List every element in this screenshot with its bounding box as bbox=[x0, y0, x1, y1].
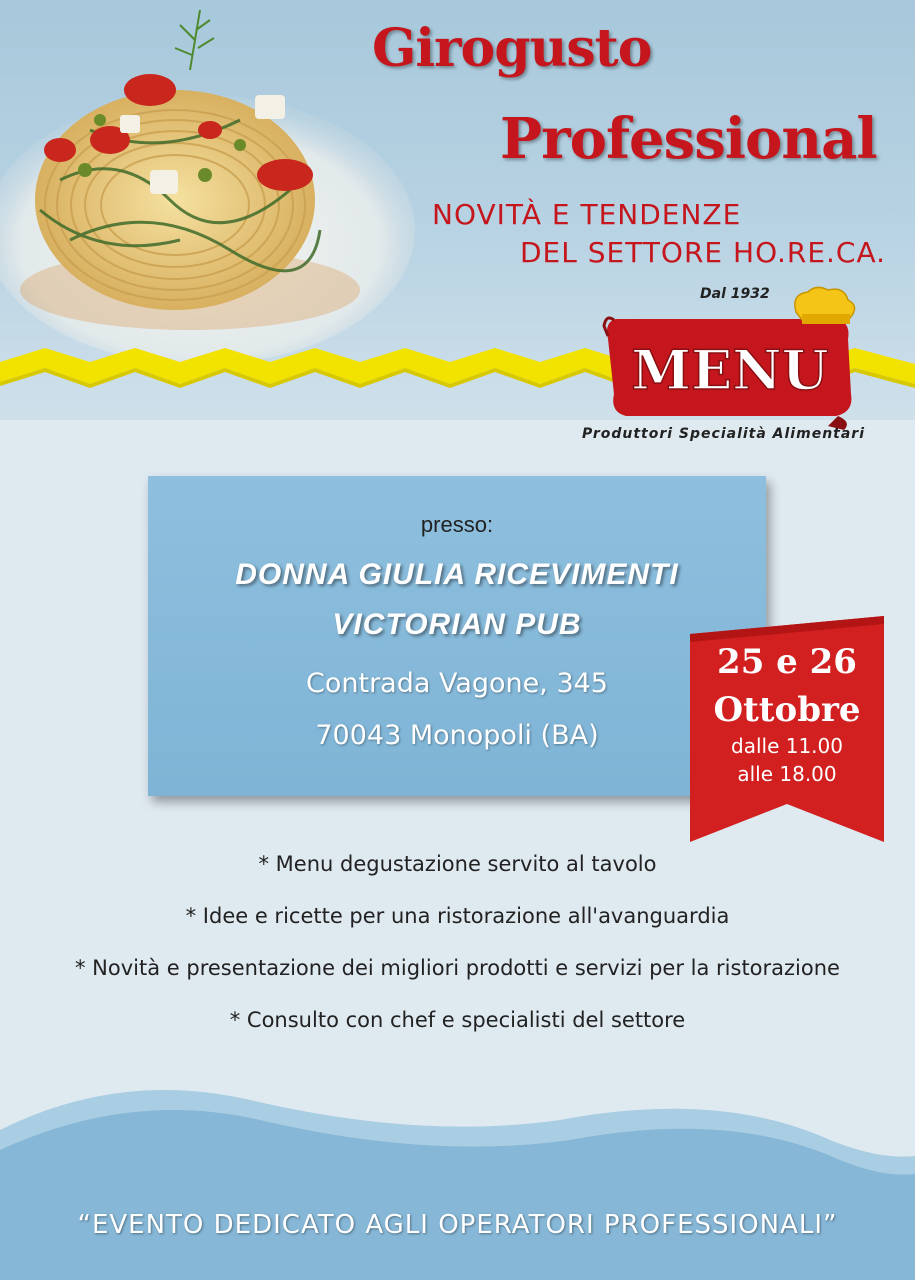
logo-brand-text: MENU bbox=[631, 338, 829, 402]
logo-since: Dal 1932 bbox=[700, 286, 770, 302]
feature-item: * Idee e ricette per una ristorazione all'avanguardia bbox=[185, 904, 730, 928]
event-time-from: dalle 11.00 bbox=[731, 734, 843, 758]
menu-brand-logo bbox=[596, 284, 886, 444]
logo-tagline: Produttori Specialità Alimentari bbox=[582, 426, 866, 442]
feature-item: * Menu degustazione servito al tavolo bbox=[258, 852, 657, 876]
venue-label: presso: bbox=[420, 512, 494, 537]
venue-address-line2: 70043 Monopoli (BA) bbox=[315, 720, 599, 751]
venue-box bbox=[148, 476, 766, 796]
event-title-line2: Professional bbox=[500, 106, 877, 172]
venue-address-line1: Contrada Vagone, 345 bbox=[306, 668, 608, 699]
event-subtitle-line1: NOVITÀ E TENDENZE bbox=[432, 198, 742, 231]
event-title-line1: Girogusto bbox=[372, 18, 652, 79]
footer-wave bbox=[0, 1060, 915, 1280]
venue-name-line1: DONNA GIULIA RICEVIMENTI bbox=[235, 558, 679, 591]
footer-slogan: “EVENTO DEDICATO AGLI OPERATORI PROFESSIONALI” bbox=[77, 1210, 838, 1240]
venue-name-line2: VICTORIAN PUB bbox=[332, 608, 582, 641]
event-time-to: alle 18.00 bbox=[737, 762, 837, 786]
feature-item: * Consulto con chef e specialisti del settore bbox=[229, 1008, 686, 1032]
event-subtitle-line2: DEL SETTORE HO.RE.CA. bbox=[520, 236, 887, 269]
event-month: Ottobre bbox=[713, 690, 861, 730]
event-days: 25 e 26 bbox=[717, 642, 857, 682]
feature-item: * Novità e presentazione dei migliori prodotti e servizi per la ristorazione bbox=[75, 956, 840, 980]
pasta-dish-image bbox=[0, 0, 420, 370]
